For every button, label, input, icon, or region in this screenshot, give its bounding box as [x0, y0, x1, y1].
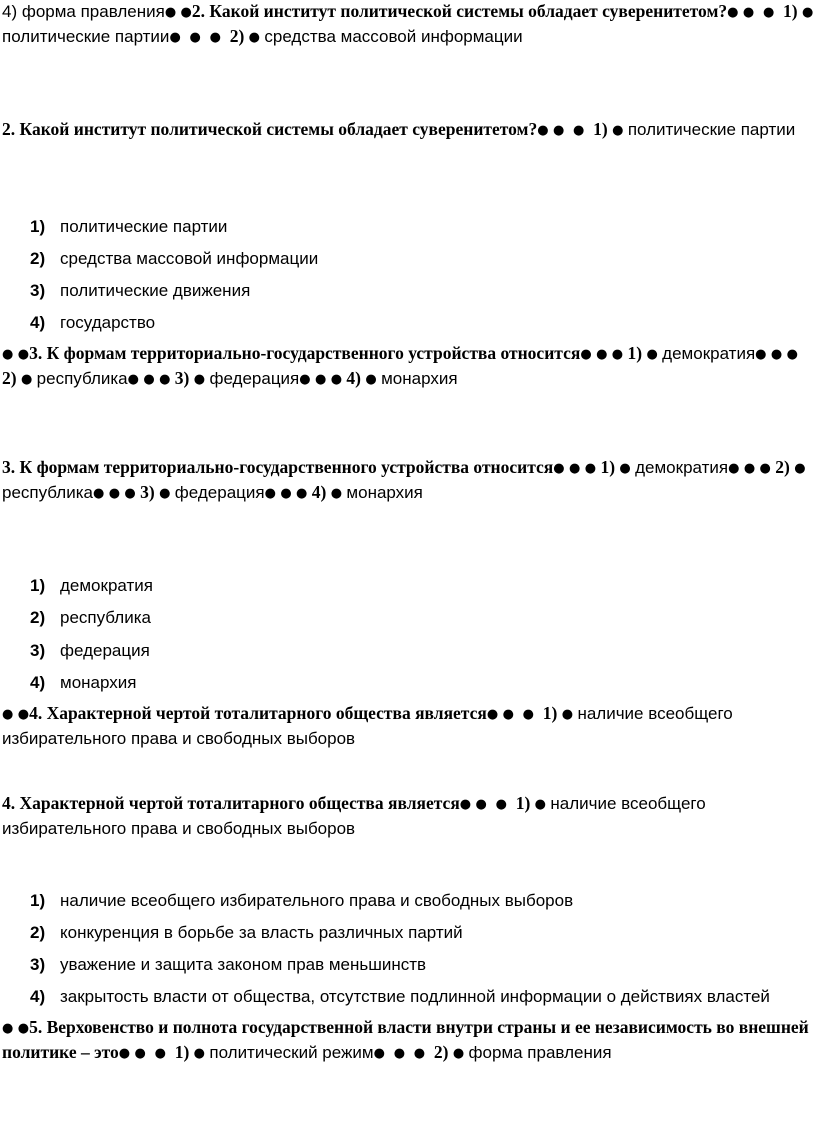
option-text: республика	[2, 483, 93, 502]
bullet-icon: ●	[755, 347, 767, 362]
option-number: 2)	[2, 368, 17, 388]
list-item	[30, 672, 136, 694]
option-text: демократия	[635, 458, 729, 477]
option-text: республика	[36, 369, 128, 388]
bullet-icon: ●	[134, 1046, 146, 1061]
list-item	[30, 607, 151, 629]
list-text: монархия	[60, 673, 137, 692]
list-number: 1)	[30, 576, 46, 595]
bullet-icon: ●	[330, 372, 343, 387]
bullet-icon: ●	[209, 30, 221, 45]
bullet-icon: ●	[124, 486, 136, 501]
bullet-icon: ●	[762, 5, 775, 20]
bullet-icon: ●	[180, 5, 192, 20]
bullet-icon: ●	[502, 707, 514, 722]
list-text: уважение и защита законом прав меньшинств	[60, 955, 427, 974]
bullet-icon: ●	[17, 707, 30, 722]
bullet-icon: ●	[727, 5, 739, 20]
question-text: 2. Какой институт политической системы обладает суверенитетом?	[191, 1, 728, 21]
list-item	[30, 248, 318, 270]
list-item	[30, 280, 250, 302]
bullet-icon: ●	[248, 30, 261, 45]
list-number: 4)	[30, 987, 46, 1006]
list-text: наличие всеобщего избирательного права и свободных выборов	[60, 891, 574, 910]
question-text: 3. К формам территориально-государственного устройства относится	[2, 457, 554, 477]
bullet-icon: ●	[127, 372, 139, 387]
bullet-icon: ●	[280, 486, 292, 501]
bullet-icon: ●	[619, 461, 631, 476]
list-number: 2)	[30, 923, 46, 942]
question-text: 5. Верховенство и полнота государственной власти внутри страны и ее независимость во внешней политике – это	[2, 1017, 809, 1062]
option-text: федерация	[209, 369, 300, 388]
list-number: 1)	[30, 217, 46, 236]
bullet-icon: ●	[646, 347, 658, 362]
bullet-icon: ●	[393, 1046, 406, 1061]
bullet-icon: ●	[2, 1021, 14, 1036]
bullet-icon: ●	[537, 123, 549, 138]
list-text: политические движения	[60, 281, 251, 300]
option-text: монархия	[381, 369, 458, 388]
option-number: 1)	[542, 703, 558, 723]
question-text: 2. Какой институт политической системы обладает суверенитетом?	[2, 119, 538, 139]
list-number: 1)	[30, 891, 46, 910]
bullet-icon: ●	[459, 797, 472, 812]
list-item	[30, 890, 573, 912]
option-number: 1)	[627, 343, 643, 363]
option-number: 4)	[346, 368, 361, 388]
bullet-icon: ●	[143, 372, 155, 387]
bullet-icon: ●	[742, 5, 755, 20]
bullet-icon: ●	[770, 347, 783, 362]
bullet-icon: ●	[743, 461, 756, 476]
bullet-icon: ●	[164, 5, 177, 20]
bullet-icon: ●	[452, 1046, 465, 1061]
list-text: политические партии	[60, 217, 228, 236]
bullet-icon: ●	[569, 461, 581, 476]
bullet-icon: ●	[553, 461, 565, 476]
question-4-merged-block	[2, 702, 814, 750]
bullet-icon: ●	[534, 797, 546, 812]
bullet-icon: ●	[108, 486, 121, 501]
list-item	[30, 216, 227, 238]
list-item	[30, 575, 153, 597]
bullet-icon: ●	[373, 1046, 385, 1061]
list-text: федерация	[60, 641, 150, 660]
list-item	[30, 922, 463, 944]
list-text: закрытость власти от общества, отсутствие подлинной информации о действиях властей	[60, 987, 770, 1006]
bullet-icon: ●	[495, 797, 507, 812]
option-number: 4)	[311, 482, 327, 502]
option-text: политические партии	[2, 27, 170, 46]
bullet-icon: ●	[801, 5, 814, 20]
bullet-icon: ●	[314, 372, 327, 387]
question-4-block	[2, 792, 814, 840]
option-text: монархия	[346, 483, 423, 502]
question-3-block	[2, 456, 814, 506]
question-5-merged-block	[2, 1016, 814, 1066]
bullet-icon: ●	[193, 1046, 205, 1061]
bullet-icon: ●	[475, 797, 487, 812]
list-text: республика	[60, 608, 151, 627]
list-item	[30, 312, 155, 334]
bullet-icon: ●	[596, 347, 608, 362]
bullet-icon: ●	[580, 347, 592, 362]
list-number: 2)	[30, 608, 46, 627]
bullet-icon: ●	[786, 347, 798, 362]
option-number: 2)	[775, 457, 790, 477]
list-number: 4)	[30, 673, 46, 692]
question-text: 4. Характерной чертой тоталитарного общества является	[2, 793, 460, 813]
bullet-icon: ●	[794, 461, 806, 476]
list-number: 3)	[30, 641, 46, 660]
bullet-icon: ●	[413, 1046, 426, 1061]
option-text: наличие всеобщего избирательного права и свободных выборов	[2, 704, 733, 748]
bullet-icon: ●	[522, 707, 535, 722]
option-number: 3)	[174, 368, 190, 388]
question-3-merged-block	[2, 342, 814, 392]
bullet-icon: ●	[159, 372, 171, 387]
bullet-icon: ●	[154, 1046, 166, 1061]
bullet-icon: ●	[169, 30, 181, 45]
bullet-icon: ●	[759, 461, 771, 476]
question-text: 3. К формам территориально-государственного устройства относится	[29, 343, 581, 363]
list-item	[30, 640, 150, 662]
bullet-icon: ●	[118, 1046, 131, 1061]
option-number: 2)	[433, 1042, 449, 1062]
option-number: 3)	[140, 482, 155, 502]
list-item	[30, 986, 770, 1008]
bullet-icon: ●	[193, 372, 206, 387]
option-number: 1)	[174, 1042, 190, 1062]
list-number: 4)	[30, 313, 46, 332]
bullet-icon: ●	[20, 372, 33, 387]
option-number: 2)	[229, 26, 245, 46]
bullet-icon: ●	[92, 486, 105, 501]
option-number: 1)	[593, 119, 608, 139]
bullet-icon: ●	[330, 486, 343, 501]
bullet-icon: ●	[17, 347, 30, 362]
list-number: 3)	[30, 955, 46, 974]
list-number: 2)	[30, 249, 46, 268]
option-text: демократия	[662, 344, 756, 363]
bullet-icon: ●	[2, 347, 14, 362]
bullet-icon: ●	[365, 372, 377, 387]
option-number: 1)	[600, 457, 616, 477]
option-text: политические партии	[627, 120, 796, 139]
bullet-icon: ●	[189, 30, 201, 45]
bullet-icon: ●	[728, 461, 740, 476]
bullet-icon: ●	[264, 486, 276, 501]
list-number: 3)	[30, 281, 46, 300]
option-text: средства массовой информации	[264, 27, 523, 46]
option-text: политический режим	[209, 1043, 374, 1062]
list-item	[30, 954, 426, 976]
bullet-icon: ●	[552, 123, 565, 138]
bullet-icon: ●	[612, 123, 624, 138]
list-text: демократия	[60, 576, 153, 595]
bullet-icon: ●	[611, 347, 624, 362]
option-number: 1)	[783, 1, 798, 21]
bullet-icon: ●	[561, 707, 574, 722]
list-text: средства массовой информации	[60, 249, 319, 268]
bullet-icon: ●	[296, 486, 308, 501]
bullet-icon: ●	[2, 707, 14, 722]
bullet-icon: ●	[299, 372, 311, 387]
question-text: 4. Характерной чертой тоталитарного общества является	[29, 703, 487, 723]
option-text: наличие всеобщего избирательного права и свободных выборов	[2, 794, 706, 838]
bullet-icon: ●	[17, 1021, 30, 1036]
option-number: 1)	[515, 793, 531, 813]
bullet-icon: ●	[159, 486, 171, 501]
question-2-merged-block	[2, 0, 814, 50]
bullet-icon: ●	[573, 123, 585, 138]
question-2-block	[2, 118, 814, 143]
list-text: конкуренция в борьбе за власть различных партий	[60, 923, 463, 942]
bullet-icon: ●	[584, 461, 597, 476]
list-text: государство	[60, 313, 156, 332]
option-text: форма правления	[468, 1043, 612, 1062]
bullet-icon: ●	[486, 707, 499, 722]
answer-fragment: 4) форма правления	[2, 2, 165, 21]
option-text: федерация	[174, 483, 265, 502]
